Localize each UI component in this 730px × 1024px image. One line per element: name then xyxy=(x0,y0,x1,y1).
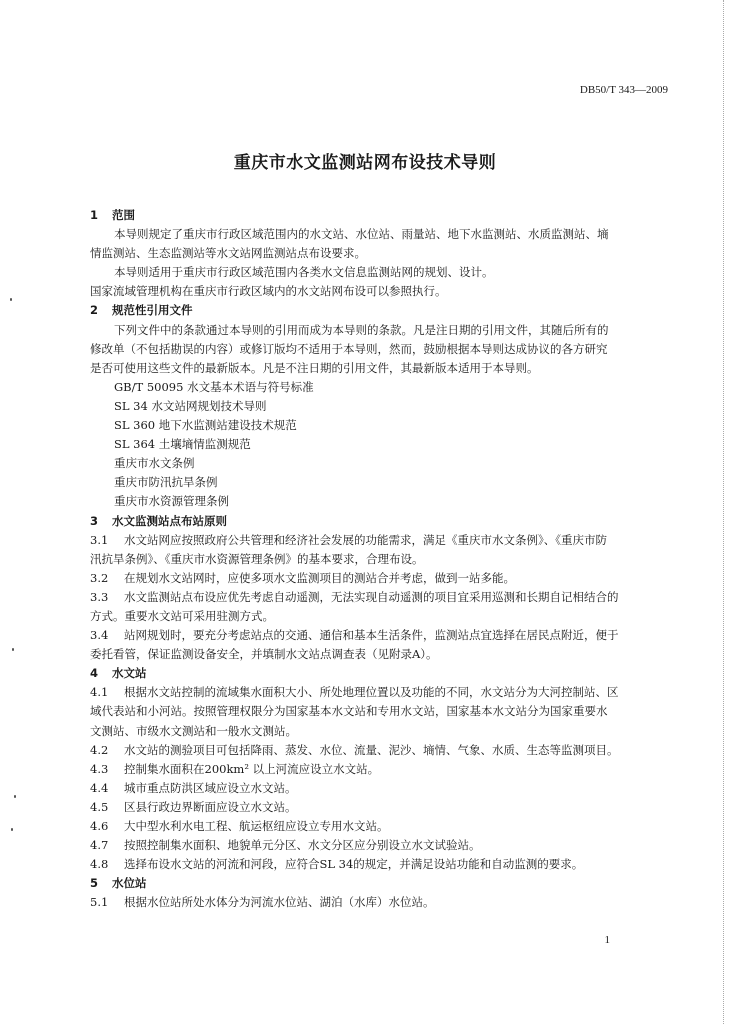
clause-line: 4.7 按照控制集水面积、地貌单元分区、水文分区应分别设立水文试验站。 xyxy=(90,838,481,853)
paragraph-line: 域代表站和小河站。按照管理权限分为国家基本水文站和专用水文站，国家基本水文站分为国家重要水 xyxy=(90,704,608,719)
section-heading: 5 水位站 xyxy=(90,876,147,891)
reference-item: SL 364 土壤墒情监测规范 xyxy=(114,437,251,452)
section-heading: 1 范围 xyxy=(90,208,135,222)
paragraph-line: 汛抗旱条例》、《重庆市水资源管理条例》的基本要求，合理布设。 xyxy=(90,551,424,566)
document-body xyxy=(90,206,680,912)
clause-line: 4.4 城市重点防洪区域应设立水文站。 xyxy=(90,780,297,795)
clause-line: 3.1 水文站网应按照政府公共管理和经济社会发展的功能需求，满足《重庆市水文条例》、《重庆市防 xyxy=(90,532,607,547)
section-heading: 3 水文监测站点布站原则 xyxy=(90,513,227,528)
clause-line: 4.5 区县行政边界断面应设立水文站。 xyxy=(90,799,297,814)
paragraph-line: 下列文件中的条款通过本导则的引用而成为本导则的条款。凡是注日期的引用文件，其随后所有的 xyxy=(114,322,609,337)
reference-item: 重庆市水文条例 xyxy=(114,456,195,471)
paragraph-line: 情监测站、生态监测站等水文站网监测站点布设要求。 xyxy=(90,246,366,261)
section-heading: 2 规范性引用文件 xyxy=(90,303,193,318)
reference-item: 重庆市防汛抗旱条例 xyxy=(114,475,218,490)
clause-line: 5.1 根据水位站所处水体分为河流水位站、湖泊（水库）水位站。 xyxy=(90,895,435,910)
scan-speck xyxy=(12,648,14,651)
clause-line: 3.4 站网规划时，要充分考虑站点的交通、通信和基本生活条件，监测站点宜选择在居民点附近，便于 xyxy=(90,628,619,643)
paragraph-line: 修改单（不包括勘误的内容）或修订版均不适用于本导则，然而，鼓励根据本导则达成协议的各方研究 xyxy=(90,341,608,356)
reference-item: SL 34 水文站网规划技术导则 xyxy=(114,398,267,413)
clause-line: 4.3 控制集水面积在200km² 以上河流应设立水文站。 xyxy=(90,761,380,776)
page-number: 1 xyxy=(604,934,610,946)
reference-item: GB/T 50095 水文基本术语与符号标准 xyxy=(114,379,314,394)
clause-line: 4.1 根据水文站控制的流域集水面积大小、所处地理位置以及功能的不同，水文站分为大河控制站、区 xyxy=(90,685,619,700)
paragraph-line: 方式。重要水文站可采用驻测方式。 xyxy=(90,608,274,623)
paragraph-line: 本导则规定了重庆市行政区域范围内的水文站、水位站、雨量站、地下水监测站、水质监测站、墒 xyxy=(114,227,609,242)
section-heading: 4 水文站 xyxy=(90,666,147,681)
clause-line: 3.3 水文监测站点布设应优先考虑自动遥测，无法实现自动遥测的项目宜采用巡测和长期自记相结合的 xyxy=(90,589,619,604)
paragraph-line: 文测站、市级水文测站和一般水文测站。 xyxy=(90,723,297,738)
paragraph-line: 本导则适用于重庆市行政区域范围内各类水文信息监测站网的规划、设计。 xyxy=(114,265,494,280)
paragraph-line: 是否可使用这些文件的最新版本。凡是不注日期的引用文件，其最新版本适用于本导则。 xyxy=(90,360,539,375)
clause-line: 3.2 在规划水文站网时，应使多项水文监测项目的测站合并考虑，做到一站多能。 xyxy=(90,570,515,585)
document-title: 重庆市水文监测站网布设技术导则 xyxy=(233,153,497,173)
clause-line: 4.2 水文站的测验项目可包括降雨、蒸发、水位、流量、泥沙、墒情、气象、水质、生态等监测项目。 xyxy=(90,742,619,757)
paragraph-line: 国家流域管理机构在重庆市行政区域内的水文站网布设可以参照执行。 xyxy=(90,284,447,299)
scan-speck xyxy=(14,795,16,798)
reference-item: SL 360 地下水监测站建设技术规范 xyxy=(114,418,297,433)
document-id: DB50/T 343—2009 xyxy=(579,84,668,96)
reference-item: 重庆市水资源管理条例 xyxy=(114,494,229,509)
clause-line: 4.6 大中型水利水电工程、航运枢纽应设立专用水文站。 xyxy=(90,819,389,833)
scan-speck xyxy=(10,298,12,301)
scan-speck xyxy=(11,828,13,831)
paragraph-line: 委托看管，保证监测设备安全，并填制水文站点调查表（见附录A）。 xyxy=(90,647,438,662)
clause-line: 4.8 选择布设水文站的河流和河段，应符合SL 34的规定，并满足设站功能和自动监测的要求。 xyxy=(90,857,584,872)
